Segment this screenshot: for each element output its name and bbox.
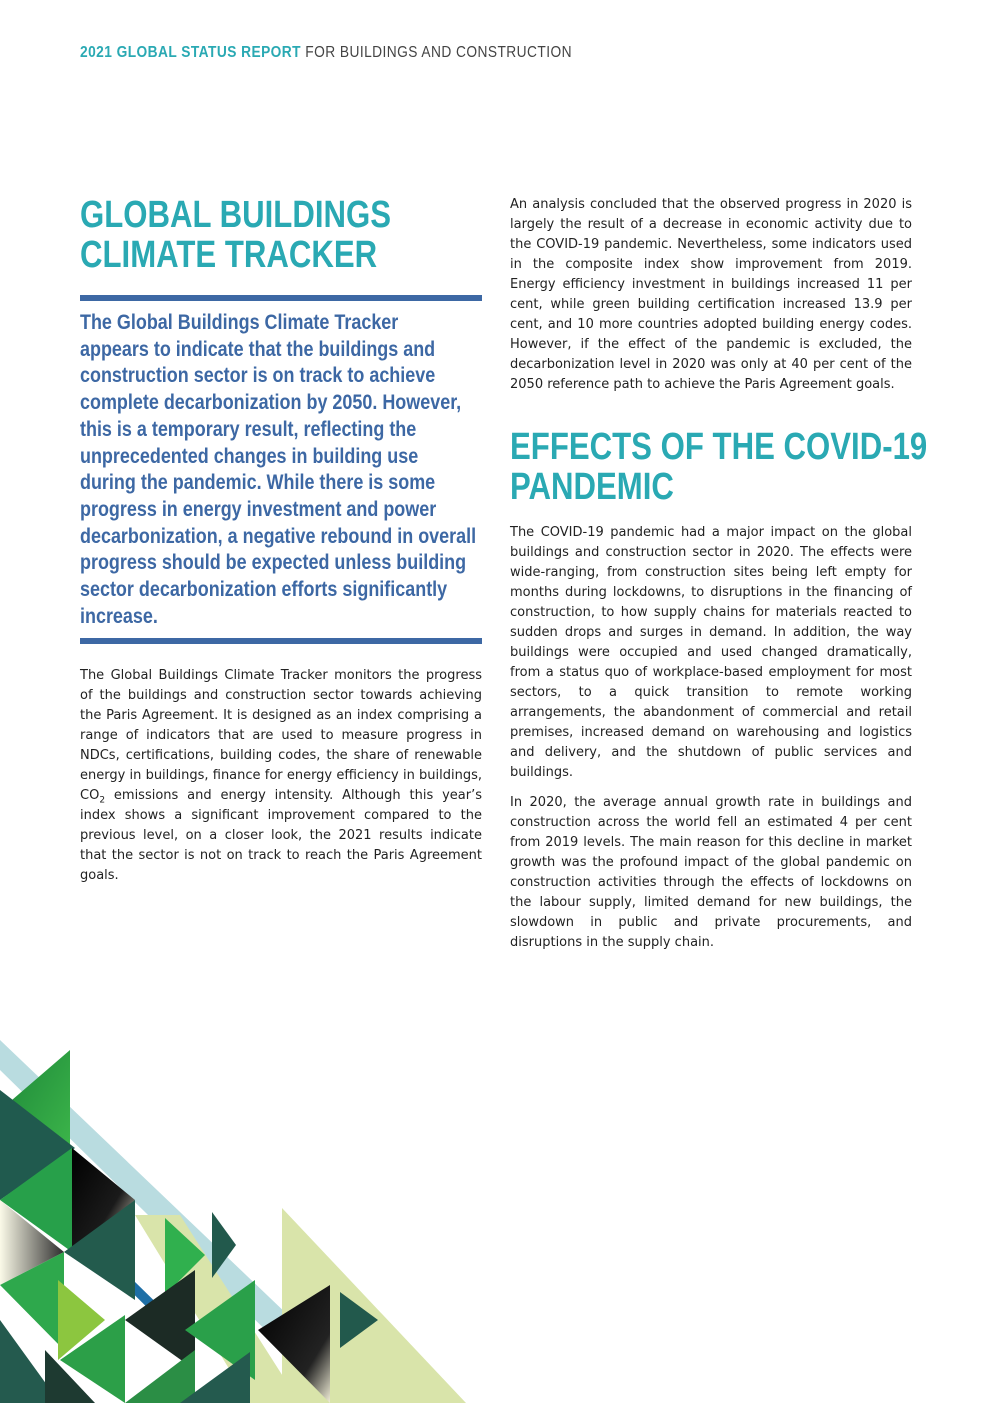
highlight-line: during the pandemic. While there is some (80, 471, 436, 495)
highlight-line: sector decarbonization efforts significantly (80, 578, 448, 602)
highlight-line: progress should be expected unless building (80, 551, 467, 575)
analysis-paragraph: An analysis concluded that the observed progress in 2020 is largely the result of a decrease in economic activity due to the COVID-19 pandemic. Nevertheless, some indicators used in the composite index show improvement from 2019. Energy efficiency investment in buildings increased 11 per cent, while green building certification increased 13.9 per cent, and 10 more countries adopted building energy codes. However, if the effect of the pandemic is excluded, the decarbonization level in 2020 was only at 40 per cent of the 2050 reference path to achieve the Paris Agreement goals. (510, 197, 912, 392)
tracker-title-line1: GLOBAL BUILDINGS (80, 194, 392, 236)
highlight-line: decarbonization, a negative rebound in overall (80, 524, 477, 548)
highlight-line: construction sector is on track to achieve (80, 364, 436, 388)
highlight-line: appears to indicate that the buildings and (80, 337, 436, 361)
tracker-body-part1: The Global Buildings Climate Tracker monitors the progress of the buildings and construction sector towards achieving the Paris Agreement. It is designed as an index comprising a range of indicators that are used to measure progress in NDCs, certifications, building codes, the share of renewable energy in buildings, finance for energy efficiency in buildings, CO (80, 668, 482, 804)
highlight-line: The Global Buildings Climate Tracker (80, 311, 399, 334)
covid-title-line1: EFFECTS OF THE COVID-19 (510, 426, 928, 468)
tracker-section (80, 195, 482, 886)
highlight-line: complete decarbonization by 2050. However, (80, 391, 462, 415)
highlight-line: this is a temporary result, reflecting the (80, 417, 417, 441)
triangle-decoration (0, 1030, 480, 1403)
covid-paragraph-1: The COVID-19 pandemic had a major impact on the global buildings and construction sector in 2020. The effects were wide-ranging, from construction sites being left empty for months during lockdowns, to disruptions in the financing of construction, to how supply chains for materials reacted to sudden drops and surges in demand. In addition, the way buildings were occupied and used changed dramatically, from a status quo of workplace-based employment for most sectors, to a quick transition to remote working arrangements, the abandonment of commercial and retail premises, increased demand on warehousing and logistics and delivery, and the shutdown of public services and buildings. (510, 525, 912, 780)
co2-subscript: 2 (99, 796, 106, 807)
tracker-title-line2: CLIMATE TRACKER (80, 234, 378, 276)
tracker-title (80, 195, 410, 275)
covid-title-line2: PANDEMIC (510, 466, 674, 508)
running-header (80, 44, 572, 62)
right-column (510, 195, 928, 953)
covid-title (510, 426, 928, 508)
covid-paragraph-2: In 2020, the average annual growth rate in buildings and construction across the world fell an estimated 4 per cent from 2019 levels. The main reason for this decline in market growth was the profound impact of the global pandemic on construction activities through the effects of lockdowns on the labour supply, limited demand for new buildings, the slowdown in public and private procurements, and disruptions in the supply chain. (510, 795, 912, 950)
report-title: 2021 GLOBAL STATUS REPORT (80, 44, 302, 61)
tracker-body (80, 666, 482, 886)
top-rule (80, 295, 482, 301)
report-subtitle: FOR BUILDINGS AND CONSTRUCTION (301, 44, 572, 61)
highlight-line: unprecedented changes in building use (80, 444, 419, 468)
highlight-box (80, 310, 477, 630)
highlight-line: progress in energy investment and power (80, 497, 437, 521)
highlight-line: increase. (80, 604, 158, 628)
tracker-body-part2: emissions and energy intensity. Although this year’s index shows a significant improvement compared to the previous level, on a closer look, the 2021 results indicate that the sector is not on track to reach the Paris Agreement goals. (80, 788, 482, 884)
